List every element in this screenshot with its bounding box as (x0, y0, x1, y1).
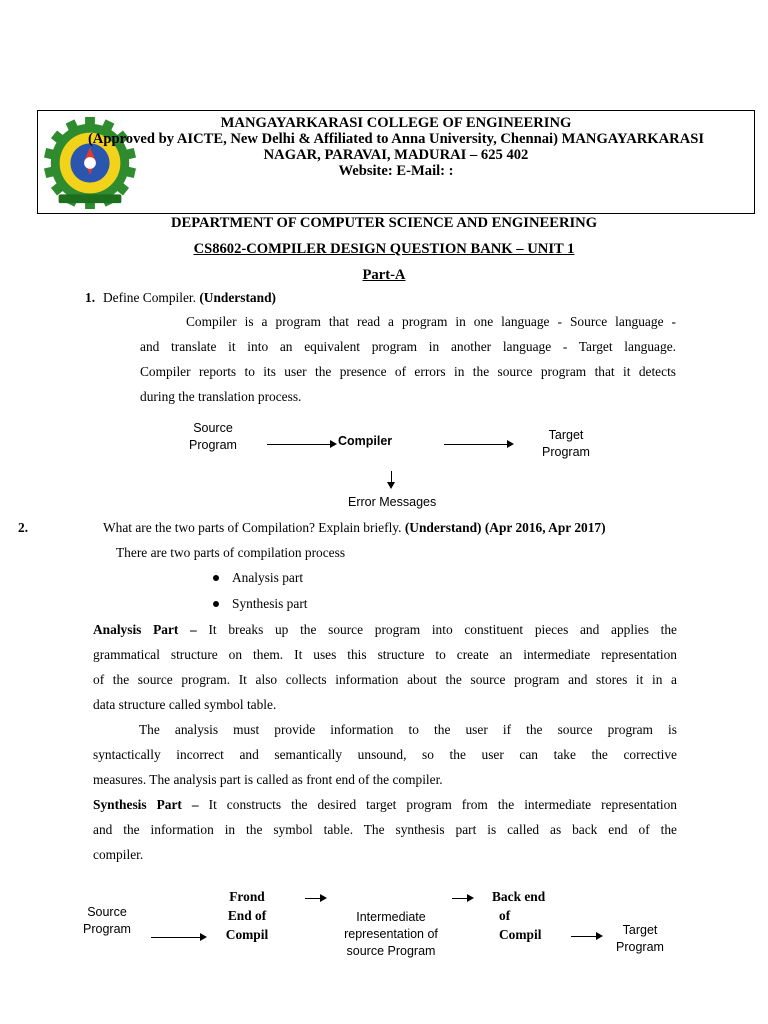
synthesis-line: compiler. (93, 847, 144, 862)
q2-target-label (605, 922, 675, 956)
q1-arrowhead-down (387, 482, 395, 489)
college-name: MANGAYARKARASI COLLEGE OF ENGINEERING (220, 115, 572, 131)
q1-arrow-compiler-target (444, 444, 508, 445)
q2-arrow-source-front (151, 937, 201, 938)
synthesis-text: It constructs the desired target program from the intermediate representation (198, 797, 677, 812)
q1-answer-line: and translate it into an equivalent program in another language - Target language. (140, 339, 676, 354)
q2-source-line: Source (87, 905, 127, 919)
bullet-synthesis: Synthesis part (232, 596, 308, 611)
q1-source-line: Program (189, 438, 237, 452)
synthesis-line (93, 792, 677, 817)
q2-intro: There are two parts of compilation process (116, 545, 346, 560)
analysis-line: grammatical structure on them. It uses this structure to create an intermediate representation (93, 647, 677, 662)
q1-answer-line: Compiler is a program that read a program in one language - Source language - (186, 314, 676, 329)
bullet-analysis: Analysis part (232, 570, 304, 585)
intermediate-line: representation of (344, 927, 438, 941)
back-end-line: Back end (492, 889, 546, 904)
q1-arrowhead (507, 440, 514, 448)
bullet-dot-icon (213, 575, 219, 581)
q2-question-line (103, 519, 606, 537)
approval-line-1: (Approved by AICTE, New Delhi & Affiliated to Anna University, Chennai) MANGAYARKARASI (87, 131, 705, 147)
q1-answer-line: Compiler reports to its user the presence of errors in the source program that it detects (140, 364, 676, 379)
q2-arrow-back-target (571, 936, 597, 937)
approval-line-2: NAGAR, PARAVAI, MADURAI – 625 402 (263, 147, 529, 163)
q1-compiler-label: Compiler (338, 434, 393, 448)
front-end-line: Compil (225, 927, 269, 942)
analysis-paragraph (93, 617, 677, 867)
analysis2-line: The analysis must provide information to the user if the source program is (139, 722, 677, 737)
q1-answer-line: during the translation process. (140, 389, 302, 404)
course-title: CS8602-COMPILER DESIGN QUESTION BANK – UNIT 1 (193, 241, 575, 257)
q1-arrowhead (330, 440, 337, 448)
analysis-heading: Analysis Part – (93, 622, 197, 637)
q1-errors-label: Error Messages (348, 495, 437, 509)
q1-number: 1. (85, 290, 96, 305)
synthesis-line: and the information in the symbol table. The synthesis part is called as back end of the (93, 822, 677, 837)
q2-arrowhead (320, 894, 327, 902)
bullet-dot-icon (213, 601, 219, 607)
analysis2-line: measures. The analysis part is called as front end of the compiler. (93, 772, 443, 787)
analysis-line: of the source program. It also collects information about the source program and stores it in a (93, 672, 677, 687)
q1-source-label (178, 420, 248, 454)
q2-target-line: Program (616, 940, 664, 954)
intermediate-line: source Program (346, 944, 436, 958)
analysis-line (93, 617, 677, 642)
q2-arrowhead (467, 894, 474, 902)
back-end-line: of (499, 908, 511, 923)
front-end-line: Frond (229, 889, 265, 904)
intermediate-label (330, 909, 452, 960)
front-end-box (212, 887, 282, 942)
q2-arrow-front-intermediate (305, 898, 321, 899)
front-end-line: End of (227, 908, 267, 923)
analysis2-line: syntactically incorrect and semantically unsound, so the user can take the corrective (93, 747, 677, 762)
q2-level: (Understand) (Apr 2016, Apr 2017) (404, 520, 606, 535)
q1-arrow-source-compiler (267, 444, 331, 445)
q1-target-label (530, 427, 602, 461)
q2-source-line: Program (83, 922, 131, 936)
q2-target-line: Target (622, 923, 658, 937)
q2-source-label (72, 904, 142, 938)
q2-arrowhead (200, 933, 207, 941)
q1-level: (Understand) (199, 290, 276, 305)
back-end-line: Compil (499, 927, 542, 942)
q1-target-line: Target (548, 428, 584, 442)
part-title: Part-A (362, 267, 406, 283)
analysis-line: data structure called symbol table. (93, 697, 277, 712)
q2-number: 2. (18, 520, 29, 535)
intermediate-line: Intermediate (356, 910, 426, 924)
q1-question-line (103, 289, 276, 307)
analysis-text: It breaks up the source program into constituent pieces and applies the (196, 622, 677, 637)
back-end-box (484, 887, 556, 942)
contact-line: Website: E-Mail: : (338, 163, 454, 179)
q1-source-line: Source (193, 421, 233, 435)
q1-answer (140, 309, 676, 409)
q1-target-line: Program (542, 445, 590, 459)
q2-arrowhead (596, 932, 603, 940)
q2-arrow-intermediate-back (452, 898, 468, 899)
q2-question: What are the two parts of Compilation? Explain briefly. (103, 520, 402, 535)
q1-question: Define Compiler. (103, 290, 196, 305)
department-title: DEPARTMENT OF COMPUTER SCIENCE AND ENGINEERING (170, 215, 598, 231)
synthesis-heading: Synthesis Part – (93, 797, 199, 812)
